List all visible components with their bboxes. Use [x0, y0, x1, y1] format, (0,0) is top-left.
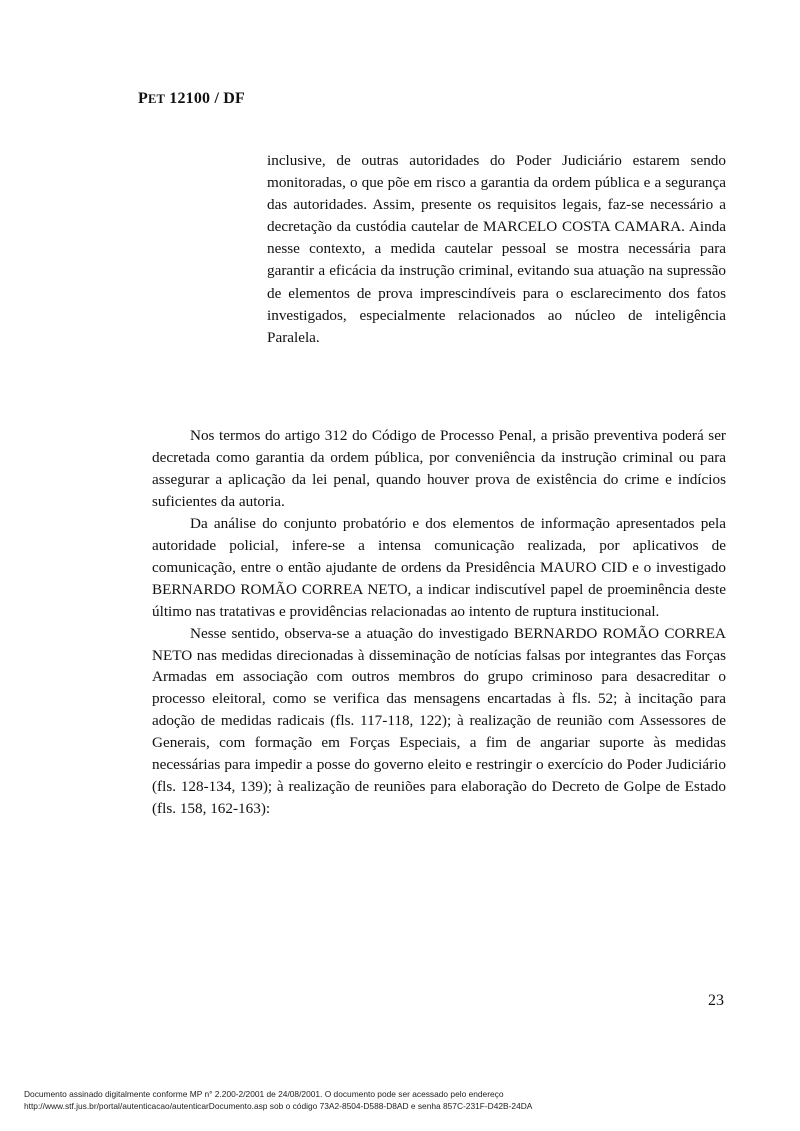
- block-quote: [267, 150, 726, 349]
- paragraph-art-312: Nos termos do artigo 312 do Código de Processo Penal, a prisão preventiva poderá ser decretada como garantia da ordem pública, por conveniência da instrução criminal ou para assegurar a aplicação da lei penal, quando houver prova de existência do crime e indícios suficientes da autoria.: [152, 427, 726, 510]
- signature-footer: [24, 1088, 784, 1112]
- paragraph-investigated-actions: Nesse sentido, observa-se a atuação do investigado BERNARDO ROMÃO CORREA NETO nas medidas direcionadas à disseminação de notícias falsas por integrantes das Forças Armadas em associação com outros membros do grupo criminoso para desacreditar o processo eleitoral, como se verifica das mensagens encartadas à fls. 52; à incitação para adoção de medidas radicais (fls. 117-118, 122); à realização de reunião com Assessores de Generais, com formação em Forças Especiais, a fim de angariar suporte às medidas necessárias para impedir a posse do governo eleito e restringir o exercício do Poder Judiciário (fls. 128-134, 139); à realização de reuniões para elaboração do Decreto de Golpe de Estado (fls. 158, 162-163):: [152, 624, 726, 818]
- header-title-rest: 12100 / DF: [165, 90, 246, 107]
- footer-line-2: http://www.stf.jus.br/portal/autenticacao/autenticarDocumento.asp sob o código 73A2-8504-D588-D8AD e senha 857C-231F-D42B-24DA: [24, 1101, 533, 1111]
- footer-line-1: Documento assinado digitalmente conforme MP n° 2.200-2/2001 de 24/08/2001. O documento pode ser acessado pelo endereço: [24, 1089, 504, 1099]
- quote-paragraph: inclusive, de outras autoridades do Poder Judiciário estarem sendo monitoradas, o que põe em risco a garantia da ordem pública e a segurança das autoridades. Assim, presente os requisitos legais, faz-se necessário a decretação da custódia cautelar de MARCELO COSTA CAMARA. Ainda nesse contexto, a medida cautelar pessoal se mostra necessária para garantir a eficácia da instrução criminal, evitando sua atuação na supressão de elementos de prova imprescindíveis para o esclarecimento dos fatos investigados, especialmente relacionados ao núcleo de inteligência Paralela.: [267, 152, 726, 346]
- paragraph-analysis: Da análise do conjunto probatório e dos elementos de informação apresentados pela autoridade policial, infere-se a intensa comunicação realizada, por aplicativos de comunicação, entre o então ajudante de ordens da Presidência MAURO CID e o investigado BERNARDO ROMÃO CORREA NETO, a indicar indiscutível papel de proeminência deste último nas tratativas e providências relacionadas ao intento de ruptura institucional.: [152, 514, 726, 620]
- page-number: 23: [708, 992, 724, 1009]
- header-title-initial: P: [138, 90, 148, 107]
- document-header: [138, 90, 245, 108]
- header-title-smallcaps: ET: [147, 92, 166, 106]
- body-text: [152, 425, 726, 820]
